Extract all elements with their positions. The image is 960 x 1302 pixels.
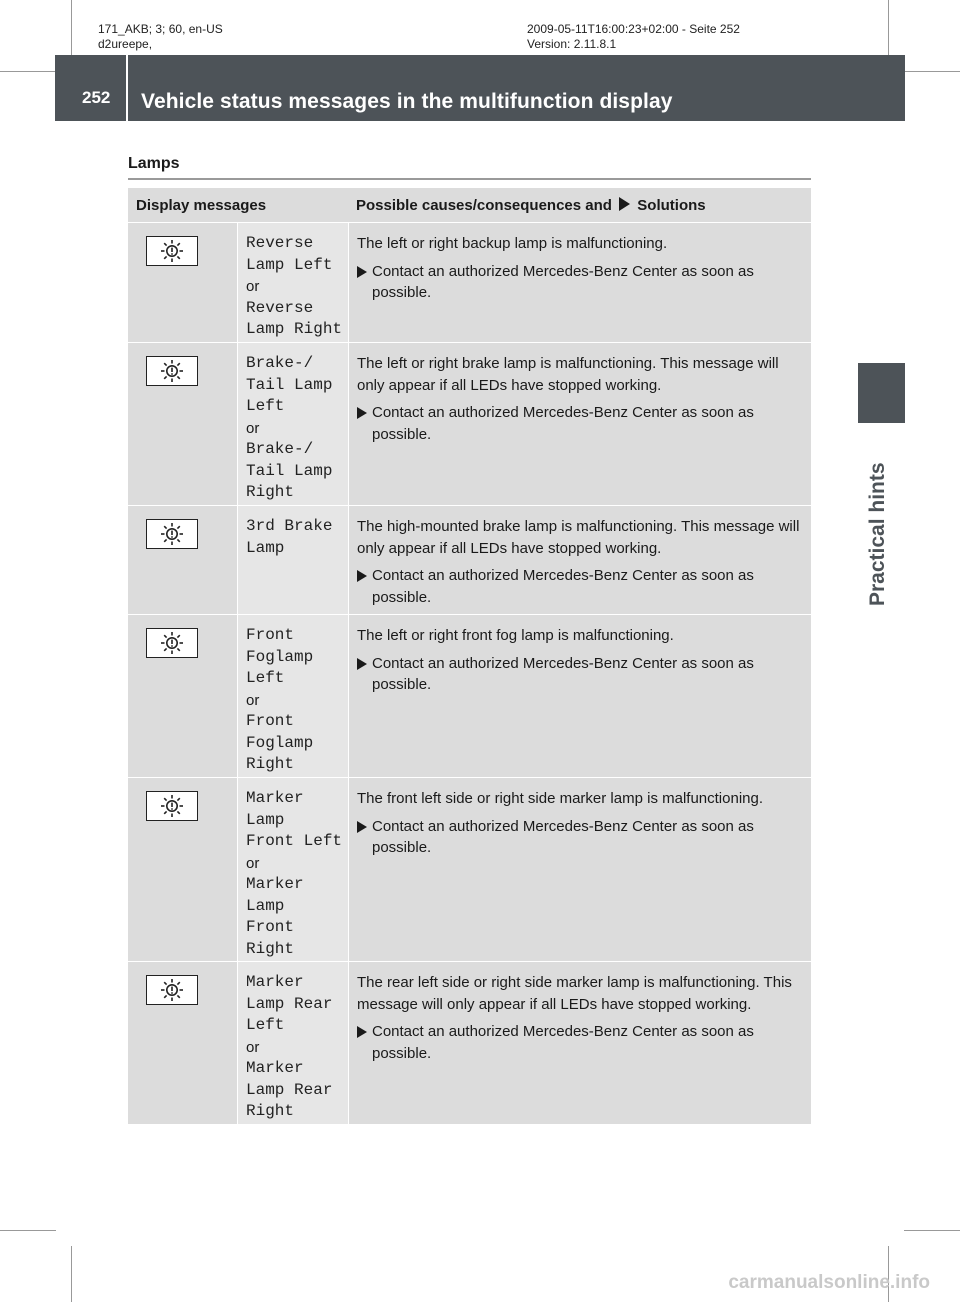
section-rule — [128, 178, 811, 180]
lamp-fault-icon-svg — [160, 978, 184, 1002]
display-message: Marker Lamp Rear Left — [246, 973, 333, 1034]
version: Version: 2.11.8.1 — [527, 37, 617, 51]
or-label: or — [246, 419, 260, 437]
side-tab-marker — [858, 363, 905, 423]
display-message-cell — [237, 222, 348, 342]
causes-cell — [348, 614, 811, 777]
icon-cell — [128, 961, 237, 1124]
lamp-fault-icon-svg — [160, 359, 184, 383]
crop-mark — [904, 71, 960, 72]
page-number: 252 — [82, 88, 111, 107]
solution-item — [357, 402, 805, 445]
table-row — [128, 614, 811, 777]
icon-cell — [128, 505, 237, 614]
page-title: Vehicle status messages in the multifunction display — [141, 90, 673, 113]
table-row — [128, 777, 811, 961]
solution-item — [357, 1021, 805, 1064]
solution-text: Contact an authorized Mercedes-Benz Center as soon as possible. — [372, 262, 754, 301]
solution-arrow-icon — [357, 266, 367, 278]
display-message: Front Foglamp Left — [246, 626, 314, 687]
solution-text: Contact an authorized Mercedes-Benz Center as soon as possible. — [372, 1023, 754, 1062]
lamp-fault-icon-svg — [160, 631, 184, 655]
solution-arrow-icon — [357, 658, 367, 670]
causes-cell — [348, 222, 811, 342]
solution-item — [357, 261, 805, 304]
header-divider — [126, 55, 128, 121]
lamp-fault-icon — [146, 975, 198, 1005]
display-message-alt: Reverse Lamp Right — [246, 298, 343, 338]
watermark: carmanualsonline.info — [728, 1272, 930, 1293]
solution-text: Contact an authorized Mercedes-Benz Center as soon as possible. — [372, 817, 754, 856]
timestamp: 2009-05-11T16:00:23+02:00 - Seite 252 — [527, 22, 740, 36]
lamps-table — [128, 188, 811, 1124]
solution-arrow-icon — [357, 821, 367, 833]
table-row — [128, 505, 811, 614]
solution-item — [357, 565, 805, 608]
display-message-alt: Front Foglamp Right — [246, 712, 314, 773]
display-message-cell — [237, 777, 348, 961]
causes-cell — [348, 777, 811, 961]
or-label: or — [246, 278, 260, 295]
display-message-cell — [237, 505, 348, 614]
solution-item — [357, 816, 805, 859]
causes-cell — [348, 505, 811, 614]
solution-arrow-icon — [357, 570, 367, 582]
lamp-fault-icon-svg — [160, 794, 184, 818]
display-message-alt: Brake-/ Tail Lamp Right — [246, 440, 333, 501]
display-message-cell — [237, 961, 348, 1124]
lamp-fault-icon — [146, 628, 198, 658]
solution-arrow-icon — [357, 407, 367, 419]
or-label: or — [246, 854, 260, 872]
cause-text: The left or right front fog lamp is malfunctioning. — [357, 627, 674, 644]
lamp-fault-icon — [146, 519, 198, 549]
lamp-fault-icon — [146, 791, 198, 821]
cause-text: The high-mounted brake lamp is malfunctioning. This message will only appear if all LEDs have stopped working. — [357, 518, 800, 557]
table-row — [128, 342, 811, 505]
causes-cell — [348, 961, 811, 1124]
solution-arrow-icon — [357, 1026, 367, 1038]
lamp-fault-icon-svg — [160, 239, 184, 263]
icon-cell — [128, 777, 237, 961]
display-message-alt: Marker Lamp Front Right — [246, 875, 304, 958]
solution-text: Contact an authorized Mercedes-Benz Center as soon as possible. — [372, 404, 754, 443]
table-row — [128, 961, 811, 1124]
causes-cell — [348, 342, 811, 505]
table-row — [128, 222, 811, 342]
author: d2ureepe, — [98, 37, 153, 51]
display-message: 3rd Brake Lamp — [246, 517, 333, 557]
col-display-messages: Display messages — [128, 188, 348, 222]
side-tab-label: Practical hints — [866, 462, 889, 606]
col-causes-solutions: Possible causes/consequences and Solutions — [348, 188, 811, 222]
icon-cell — [128, 614, 237, 777]
or-label: or — [246, 1038, 260, 1056]
doc-code: 171_AKB; 3; 60, en-US — [98, 22, 223, 36]
display-message-cell — [237, 342, 348, 505]
cause-text: The front left side or right side marker lamp is malfunctioning. — [357, 790, 764, 807]
cause-text: The left or right backup lamp is malfunctioning. — [357, 235, 668, 252]
table-header-row — [128, 188, 811, 222]
section-title: Lamps — [128, 155, 180, 172]
display-message: Reverse Lamp Left — [246, 234, 333, 274]
display-message-cell — [237, 614, 348, 777]
crop-mark — [0, 71, 56, 72]
cause-text: The rear left side or right side marker lamp is malfunctioning. This message will only appear if all LEDs have stopped working. — [357, 974, 792, 1013]
crop-mark — [0, 1230, 56, 1231]
crop-mark — [888, 0, 889, 56]
lamp-fault-icon — [146, 236, 198, 266]
solution-item — [357, 653, 805, 696]
cause-text: The left or right brake lamp is malfunctioning. This message will only appear if all LEDs have stopped working. — [357, 355, 779, 394]
solution-text: Contact an authorized Mercedes-Benz Center as soon as possible. — [372, 654, 754, 693]
or-label: or — [246, 691, 260, 709]
display-message-alt: Marker Lamp Rear Right — [246, 1059, 333, 1120]
display-message: Brake-/ Tail Lamp Left — [246, 354, 333, 415]
crop-mark — [71, 1246, 72, 1302]
solution-arrow-icon — [619, 197, 630, 211]
crop-mark — [904, 1230, 960, 1231]
display-message: Marker Lamp Front Left — [246, 789, 343, 850]
crop-mark — [71, 0, 72, 56]
lamp-fault-icon — [146, 356, 198, 386]
icon-cell — [128, 222, 237, 342]
solution-text: Contact an authorized Mercedes-Benz Center as soon as possible. — [372, 567, 754, 606]
icon-cell — [128, 342, 237, 505]
lamp-fault-icon-svg — [160, 522, 184, 546]
